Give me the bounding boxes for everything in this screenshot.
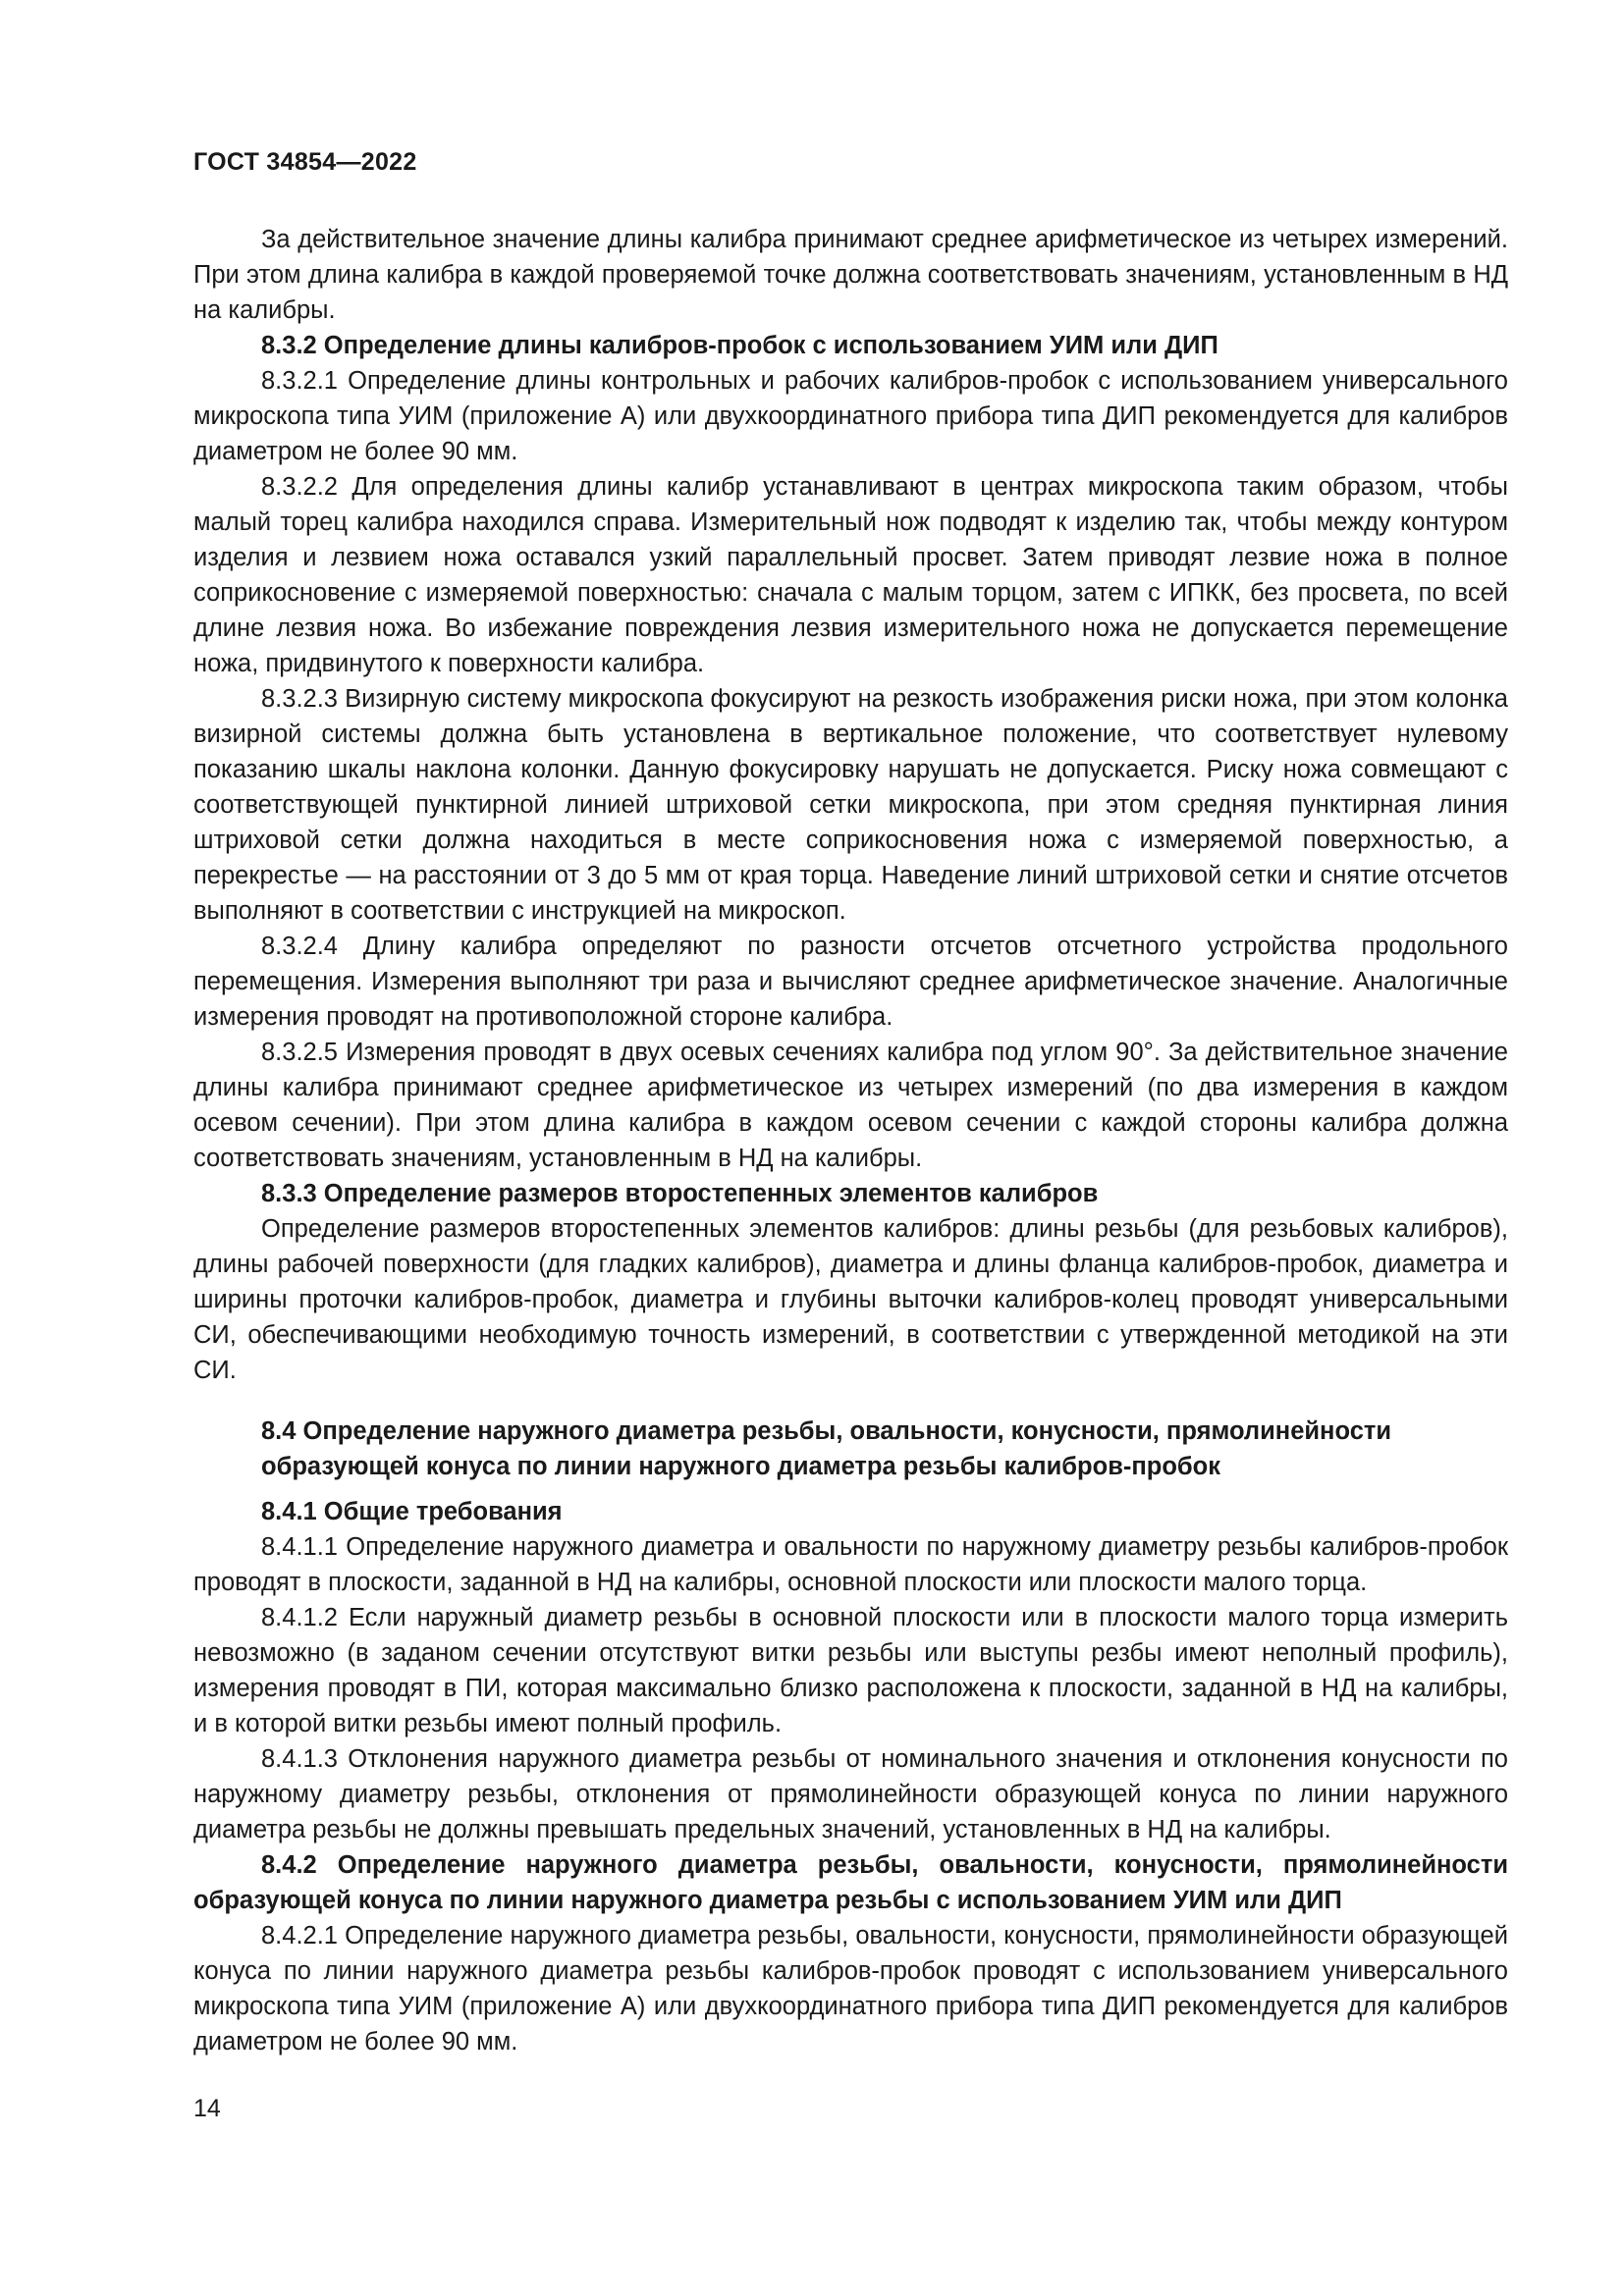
subsection-heading-8-3-2: 8.3.2 Определение длины калибров-пробок с использованием УИМ или ДИП [261,332,1218,359]
body-paragraph: 8.3.2.2 Для определения длины калибр устанавливают в центрах микроскопа таким образом, чтобы малый торец калибра находился справа. Измерительный нож подводят к изделию так, чтобы между контуром изделия и лезвием ножа оставался узкий параллельный просвет. Затем приводят лезвие ножа в полное соприкосновение с измеряемой поверхностью: сначала с малым торцом, затем с ИПКК, без просвета, по всей длине лезвия ножа. Во избежание повреждения лезвия измерительного ножа не допускается перемещение ножа, придвинутого к поверхности калибра. [193,473,1508,677]
document-body [193,222,1508,2059]
body-paragraph: 8.3.2.4 Длину калибра определяют по разности отсчетов отсчетного устройства продольного перемещения. Измерения выполняют три раза и вычисляют среднее арифметическое значение. Аналогичные измерения проводят на противоположной стороне калибра. [193,933,1508,1031]
body-paragraph: 8.4.1.2 Если наружный диаметр резьбы в основной плоскости или в плоскости малого торца измерить невозможно (в заданом сечении отсутствуют витки резьбы или выступы резбы имеют неполный профиль), измерения проводят в ПИ, которая максимально близко расположена к плоскости, заданной в НД на калибры, и в которой витки резьбы имеют полный профиль. [193,1604,1508,1737]
section-heading-8-4: 8.4 Определение наружного диаметра резьбы, овальности, конусности, прямолинейности образующей конуса по линии наружного диаметра резьбы калибров-пробок [261,1417,1392,1480]
page-number: 14 [193,2095,221,2122]
document-header: ГОСТ 34854—2022 [193,148,417,176]
subsection-heading-8-3-3: 8.3.3 Определение размеров второстепенных элементов калибров [261,1180,1099,1207]
body-paragraph: 8.3.2.3 Визирную систему микроскопа фокусируют на резкость изображения риски ножа, при этом колонка визирной системы должна быть установлена в вертикальное положение, что соответствует нулевому показанию шкалы наклона колонки. Данную фокусировку нарушать не допускается. Риску ножа совмещают с соответствующей пунктирной линией штриховой сетки микроскопа, при этом средняя пунктирная линия штриховой сетки должна находиться в месте соприкосновения ножа с измеряемой поверхностью, а перекрестье — на расстоянии от 3 до 5 мм от края торца. Наведение линий штриховой сетки и снятие отсчетов выполняют в соответствии с инструкцией на микроскоп. [193,685,1508,925]
body-paragraph: 8.4.2.1 Определение наружного диаметра резьбы, овальности, конусности, прямолинейности образующей конуса по линии наружного диаметра резьбы калибров-пробок проводят с использованием универсального микроскопа типа УИМ (приложение А) или двухкоординатного прибора типа ДИП рекомендуется для калибров диаметром не более 90 мм. [193,1922,1508,2056]
subsection-heading-8-4-1: 8.4.1 Общие требования [261,1498,563,1525]
body-paragraph: 8.4.1.3 Отклонения наружного диаметра резьбы от номинального значения и отклонения конусности по наружному диаметру резьбы, отклонения от прямолинейности образующей конуса по линии наружного диаметра резьбы не должны превышать предельных значений, установленных в НД на калибры. [193,1745,1508,1843]
body-paragraph: Определение размеров второстепенных элементов калибров: длины резьбы (для резьбовых калибров), длины рабочей поверхности (для гладких калибров), диаметра и длины фланца калибров-пробок, диаметра и ширины проточки калибров-пробок, диаметра и глубины выточки калибров-колец проводят универсальными СИ, обеспечивающими необходимую точность измерений, в соответствии с утвержденной методикой на эти СИ. [193,1215,1508,1384]
body-paragraph: 8.3.2.1 Определение длины контрольных и рабочих калибров-пробок с использованием универсального микроскопа типа УИМ (приложение А) или двухкоординатного прибора типа ДИП рекомендуется для калибров диаметром не более 90 мм. [193,367,1508,465]
body-paragraph: За действительное значение длины калибра принимают среднее арифметическое из четырех измерений. При этом длина калибра в каждой проверяемой точке должна соответствовать значениям, установленным в НД на калибры. [193,226,1508,324]
body-paragraph: 8.3.2.5 Измерения проводят в двух осевых сечениях калибра под углом 90°. За действительное значение длины калибра принимают среднее арифметическое из четырех измерений (по два измерения в каждом осевом сечении). При этом длина калибра в каждом осевом сечении с каждой стороны калибра должна соответствовать значениям, установленным в НД на калибры. [193,1039,1508,1172]
subsection-heading-8-4-2: 8.4.2 Определение наружного диаметра резьбы, овальности, конусности, прямолинейности образующей конуса по линии наружного диаметра резьбы с использованием УИМ или ДИП [193,1851,1508,1914]
body-paragraph: 8.4.1.1 Определение наружного диаметра и овальности по наружному диаметру резьбы калибров-пробок проводят в плоскости, заданной в НД на калибры, основной плоскости или плоскости малого торца. [193,1533,1508,1596]
